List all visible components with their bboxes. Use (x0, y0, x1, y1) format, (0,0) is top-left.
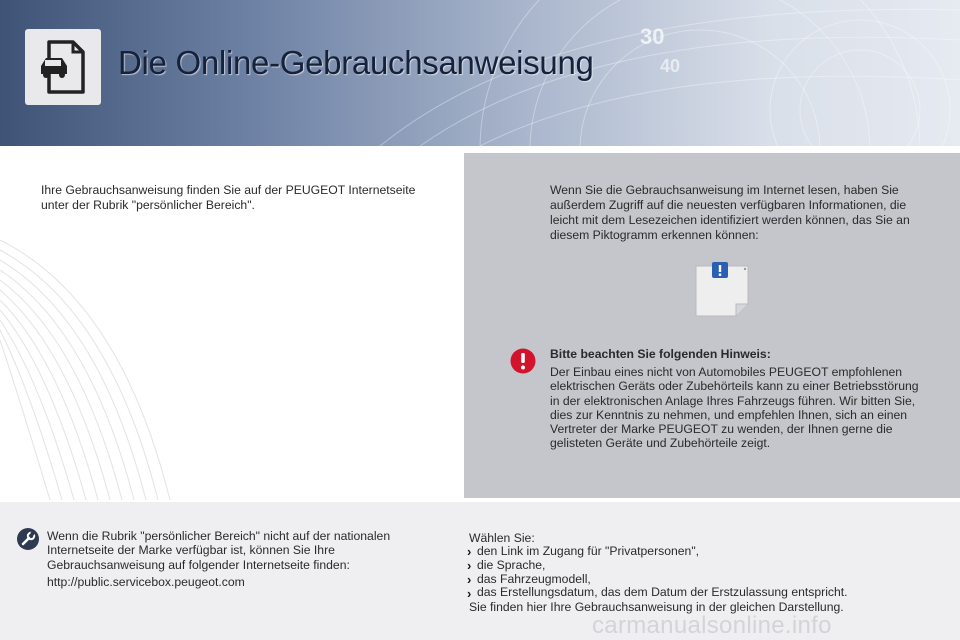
list-item-text: das Fahrzeugmodell, (477, 571, 591, 586)
intro-text: Ihre Gebrauchsanweisung finden Sie auf der PEUGEOT Internetseite unter der Rubrik "persönlicher Bereich". (41, 183, 416, 212)
list-item (467, 586, 848, 600)
servicebox-url[interactable]: http://public.servicebox.peugeot.com (47, 575, 245, 589)
car-document-icon (25, 29, 101, 105)
wrench-icon (17, 528, 39, 550)
warning-title: Bitte beachten Sie folgenden Hinweis: (550, 347, 771, 361)
list-item-text: das Erstellungsdatum, das dem Datum der Erstzulassung entspricht. (477, 585, 848, 600)
chevron-right-icon: › (467, 558, 472, 574)
speedo-number-40: 40 (660, 56, 681, 76)
online-info-text: Wenn Sie die Gebrauchsanweisung im Internet lesen, haben Sie außerdem Zugriff auf die neuesten verfügbaren Informationen, die leicht mit dem Lesezeichen identifiziert werden können, das Sie an diesem Piktogramm erkennen können: (550, 183, 910, 242)
list-item (467, 559, 848, 573)
choose-list (467, 545, 848, 600)
document-bookmark-icon (690, 262, 754, 320)
national-site-text: Wenn die Rubrik "persönlicher Bereich" nicht auf der nationalen Internetseite der Marke verfügbar ist, können Sie Ihre Gebrauchsanweisung auf folgender Internetseite finden: (47, 529, 391, 572)
warning-text: Der Einbau eines nicht von Automobiles PEUGEOT empfohlenen elektrischen Geräts oder Zubehörteils kann zu einer Betriebsstörung in der elektronischen Anlage Ihres Fahrzeugs führen. Wir bitten Sie, dies zur Kenntnis zu nehmen, und empfehlen Ihnen, sich an einen Vertreter der Marke PEUGEOT zu wenden, der Ihnen gerne die gelisteten Geräte und Zubehörteile zeigt. (550, 365, 919, 451)
page-title: Die Online-Gebrauchsanweisung (118, 44, 594, 81)
chevron-right-icon: › (467, 544, 472, 560)
closing-text: Sie finden hier Ihre Gebrauchsanweisung in der gleichen Darstellung. (469, 600, 844, 614)
chevron-right-icon: › (467, 571, 472, 587)
warning-icon (510, 348, 536, 374)
list-item-text: die Sprache, (477, 557, 546, 572)
list-item (467, 573, 848, 587)
watermark: carmanualsonline.info (592, 612, 832, 639)
list-item (467, 545, 848, 559)
list-item-text: den Link im Zugang für "Privatpersonen", (477, 544, 700, 558)
choose-label: Wählen Sie: (469, 531, 535, 545)
chevron-right-icon: › (467, 585, 472, 601)
speedo-number-30: 30 (640, 24, 665, 49)
